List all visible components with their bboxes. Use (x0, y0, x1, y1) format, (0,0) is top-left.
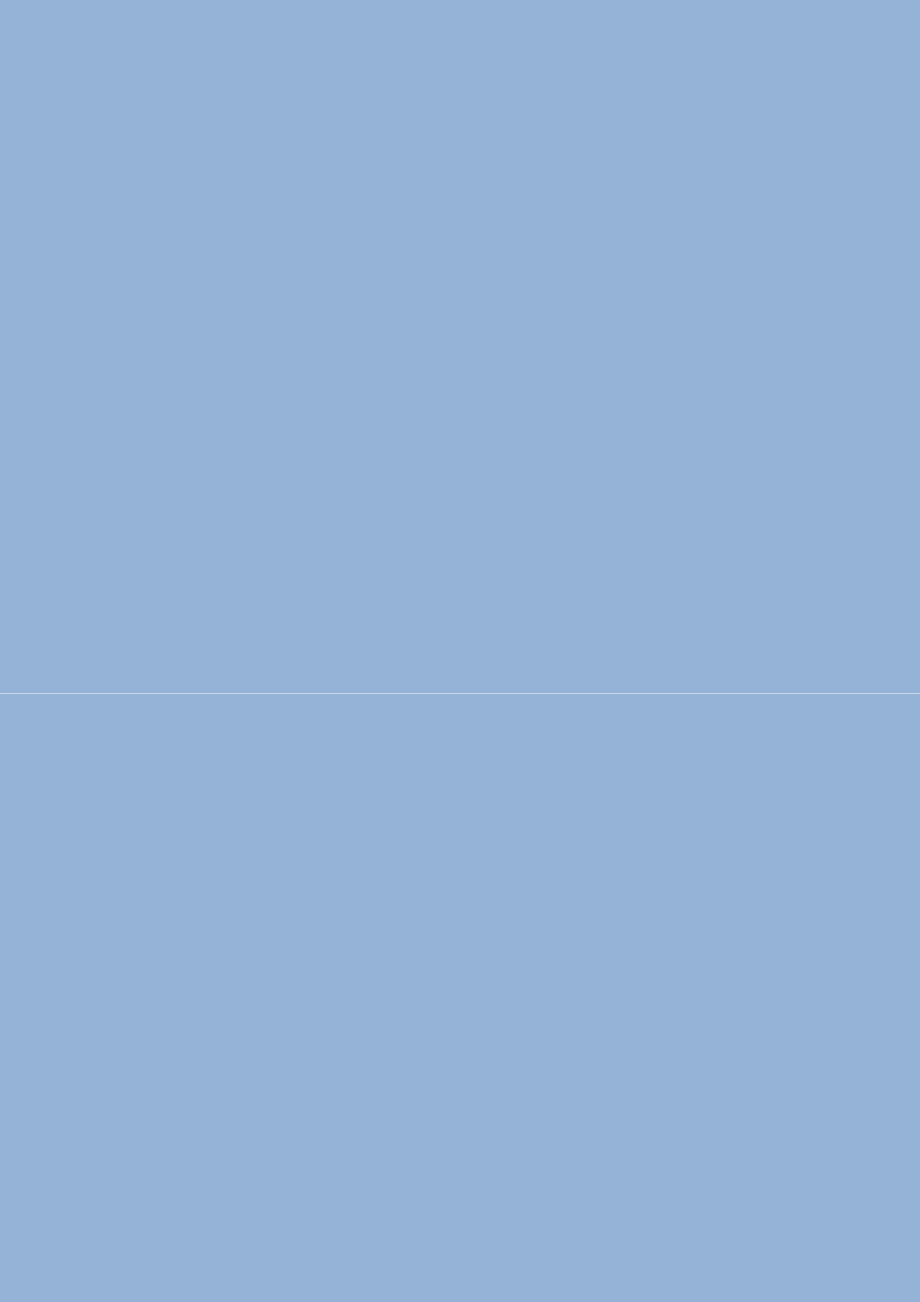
page-break-line (0, 693, 920, 694)
